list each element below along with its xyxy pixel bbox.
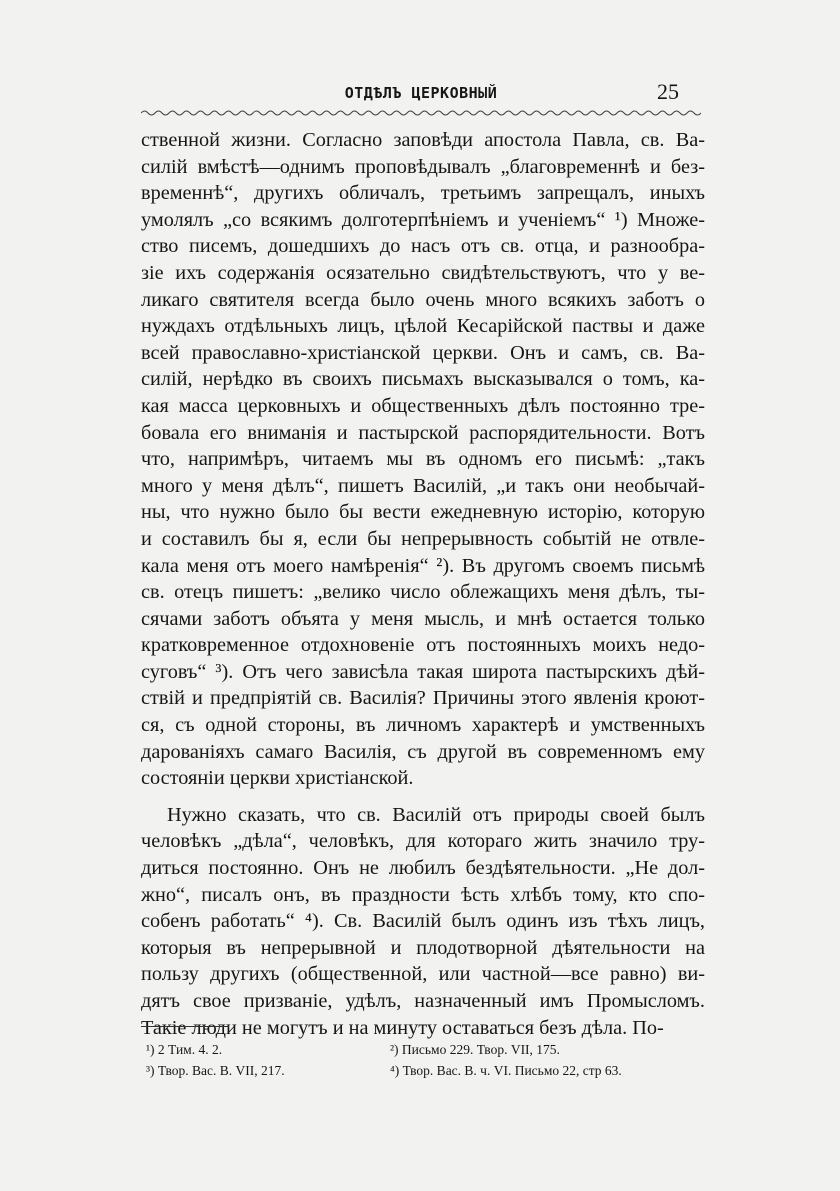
text-line: дятъ свое призваніе, удѣлъ, назначенный имъ Промысломъ. <box>141 990 705 1012</box>
footnote: ¹) 2 Тим. 4. 2. <box>146 1042 223 1057</box>
text-line: дарованіяхъ самаго Василія, съ другой въ современномъ ему <box>141 740 705 763</box>
text-line: ственной жизни. Согласно заповѣди апостола Павла, св. Ва- <box>141 129 705 151</box>
text-line: силій, нерѣдко въ своихъ письмахъ высказывался о томъ, ка- <box>141 368 705 391</box>
text-line: умолялъ „со всякимъ долготерпѣніемъ и ученіемъ“ ¹) Множе- <box>141 208 705 231</box>
text-line: и составилъ бы я, если бы непрерывность событій не отвле- <box>141 527 705 550</box>
text-line: св. отецъ пишетъ: „велико число облежащихъ меня дѣлъ, ты- <box>141 581 705 604</box>
text-line: бовала его вниманія и пастырской распорядительности. Вотъ <box>141 421 705 444</box>
text-line: нуждахъ отдѣльныхъ лицъ, цѣлой Кесарійской паствы и даже <box>141 315 705 338</box>
text-line: ны, что нужно было бы вести ежедневную исторію, которую <box>141 501 705 524</box>
text-line: диться постоянно. Онъ не любилъ бездѣятельности. „Не дол- <box>141 857 705 880</box>
text-line: кратковременное отдохновеніе отъ постоянныхъ моихъ недо- <box>141 634 705 657</box>
text-line: кая масса церковныхъ и общественныхъ дѣлъ постоянно тре- <box>141 394 705 417</box>
text-line: много у меня дѣлъ“, пишетъ Василій, „и такъ они необычай- <box>141 474 705 497</box>
text-line: Такіе люди не могутъ и на минуту оставаться безъ дѣла. По- <box>141 1016 664 1039</box>
text-line: Нужно сказать, что св. Василій отъ природы своей былъ <box>167 803 705 826</box>
footnote-separator <box>141 1026 229 1027</box>
text-line: зіе ихъ содержанія осязательно свидѣтельствуютъ, что у ве- <box>141 261 705 284</box>
running-header <box>141 79 701 110</box>
text-line: кала меня отъ моего намѣренія“ ²). Въ другомъ своемъ письмѣ <box>141 554 705 577</box>
text-line: жно“, писалъ онъ, въ праздности ѣсть хлѣбъ тому, кто спо- <box>141 883 705 906</box>
text-line: силій вмѣстѣ—однимъ проповѣдывалъ „благовременнѣ и без- <box>141 155 705 178</box>
header-wavy-rule <box>141 109 701 117</box>
text-line: пользу другихъ (общественной, или частной—все равно) ви- <box>141 963 705 986</box>
text-line: ствій и предпріятій св. Василія? Причины этого явленія кроют- <box>141 687 705 710</box>
header-title: ОТДѢЛЪ ЦЕРКОВНЫЙ <box>344 84 498 102</box>
text-line: временнѣ“, другихъ обличалъ, третьимъ запрещалъ, иныхъ <box>141 182 705 205</box>
footnote: ²) Письмо 229. Твор. VII, 175. <box>390 1042 560 1057</box>
text-line: человѣкъ „дѣла“, человѣкъ, для котораго жить значило тру- <box>141 830 705 853</box>
text-line: что, напримѣръ, читаемъ мы въ одномъ его письмѣ: „такъ <box>141 448 705 471</box>
text-line: ство писемъ, дошедшихъ до насъ отъ св. отца, и разнообра- <box>141 235 705 258</box>
text-line: которыя въ непрерывной и плодотворной дѣятельности на <box>141 936 705 959</box>
footnote: ⁴) Твор. Вас. В. ч. VI. Письмо 22, стр 63. <box>390 1063 622 1078</box>
text-line: всей православно-христіанской церкви. Онъ и самъ, св. Ва- <box>141 341 705 364</box>
paragraph <box>141 127 705 792</box>
page-number: 25 <box>657 79 679 104</box>
paragraph <box>141 802 705 1041</box>
text-line: ся, съ одной стороны, въ личномъ характерѣ и умственныхъ <box>141 714 705 737</box>
footnote: ³) Твор. Вас. В. VII, 217. <box>146 1063 285 1078</box>
text-line: ликаго святителя всегда было очень много всякихъ заботъ о <box>141 288 705 311</box>
body-text <box>141 127 705 1041</box>
text-line: состояніи церкви христіанской. <box>141 767 414 790</box>
text-line: собенъ работать“ ⁴). Св. Василій былъ одинъ изъ тѣхъ лицъ, <box>141 910 705 933</box>
text-line: суговъ“ ³). Отъ чего зависѣла такая широта пастырскихъ дѣй- <box>141 660 705 683</box>
text-line: сячами заботъ объята у меня мысль, и мнѣ остается только <box>141 607 705 630</box>
